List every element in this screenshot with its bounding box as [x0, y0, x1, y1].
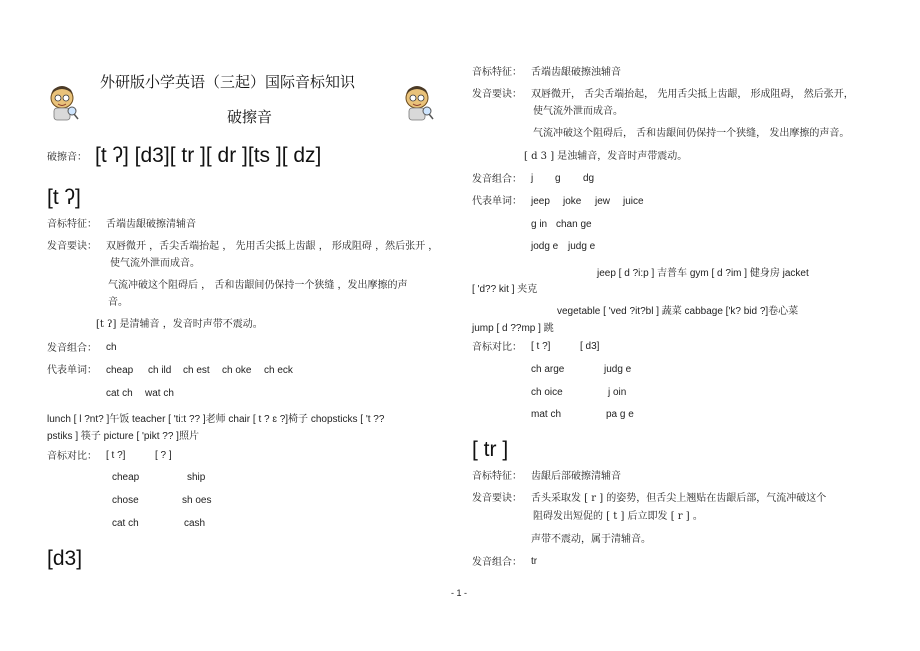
section-heading-dz: [d3] — [47, 547, 83, 570]
example-words: jeep [ d ?i:p ] 吉普车 gym [ d ?im ] 健身房 jacket — [597, 268, 809, 279]
voicing-note: [t ʔ] 是清辅音 ，发音时声带不震动。 — [96, 319, 263, 330]
combo-value: ch — [106, 342, 117, 353]
contrast-word: pa g e — [606, 409, 634, 420]
voicing-note: [ d 3 ] 是浊辅音，发音时声带震动。 — [524, 151, 688, 162]
contrast-word: j oin — [608, 387, 627, 398]
method-text: 双唇微开 ，舌尖舌端抬起 ， 先用舌尖抵上齿龈 ， 形成阻碍 ，然后张开 ， — [106, 241, 439, 252]
word-item: wat ch — [145, 388, 174, 399]
contrast-word: sh oes — [182, 495, 212, 506]
fricative-label: 破擦音： — [47, 152, 87, 163]
example-words: pstiks ] 筷子 picture [ 'pikt ?? ]照片 — [47, 431, 199, 442]
combo-value: g — [555, 173, 561, 184]
student-mascot-icon — [399, 84, 435, 124]
feature-value: 舌端齿龈破擦清辅音 — [106, 219, 196, 230]
contrast-label: 音标对比： — [47, 451, 97, 462]
word-item: cat ch — [106, 388, 133, 399]
method-text: 音。 — [108, 297, 128, 308]
contrast-word: chose — [112, 495, 139, 506]
contrast-word: cheap — [112, 472, 140, 483]
word-item: ch est — [183, 365, 210, 376]
method-text: 气流冲破这个阻碍后， 舌和齿龈间仍保持一个狭缝， 发出摩擦的声音。 — [533, 128, 850, 139]
combo-value: j — [531, 173, 534, 184]
words-label: 代表单词： — [472, 196, 522, 207]
combo-label: 发音组合： — [47, 343, 97, 354]
contrast-word: ship — [187, 472, 206, 483]
method-label: 发音要诀： — [47, 241, 97, 252]
word-item: ch oke — [222, 365, 252, 376]
contrast-word: ch arge — [531, 364, 565, 375]
word-item: ch eck — [264, 365, 293, 376]
feature-label: 音标特征： — [472, 67, 522, 78]
method-text: 双唇微开， 舌尖舌端抬起， 先用舌尖抵上齿龈， 形成阻碍， 然后张开， — [531, 89, 854, 100]
contrast-head: [ t ?] — [531, 341, 551, 352]
example-words: [ 'd?? kit ] 夹克 — [472, 284, 538, 295]
contrast-word: mat ch — [531, 409, 562, 420]
contrast-label: 音标对比： — [472, 342, 522, 353]
feature-value: 齿龈后部破擦清辅音 — [531, 471, 621, 482]
word-item: juice — [623, 196, 644, 207]
words-label: 代表单词： — [47, 365, 97, 376]
example-words: jump [ d ??mp ] 跳 — [472, 323, 554, 334]
feature-label: 音标特征： — [472, 471, 522, 482]
section-heading-tr: [ tr ] — [472, 438, 509, 461]
word-item: jodg e — [531, 241, 559, 252]
method-text: 使气流外泄而成音。 — [110, 258, 200, 269]
contrast-word: cat ch — [112, 518, 139, 529]
word-item: cheap — [106, 365, 134, 376]
combo-label: 发音组合： — [472, 174, 522, 185]
word-item: g in — [531, 219, 548, 230]
feature-value: 舌端齿龈破擦浊辅音 — [531, 67, 621, 78]
section-heading-tsh: [t ʔ] — [47, 186, 81, 209]
method-text: 声带不震动，属于清辅音。 — [531, 534, 651, 545]
page-subtitle: 破擦音 — [227, 108, 273, 126]
word-item: chan ge — [556, 219, 592, 230]
contrast-head: [ t ?] — [106, 450, 126, 461]
word-item: joke — [563, 196, 582, 207]
student-mascot-icon — [44, 84, 80, 124]
page-number: - 1 - — [451, 588, 468, 598]
method-text: 使气流外泄而成音。 — [533, 106, 623, 117]
word-item: ch ild — [148, 365, 172, 376]
fricative-symbols: [t ʔ] [d3][ tr ][ dr ][ts ][ dz] — [95, 144, 322, 167]
word-item: jew — [595, 196, 611, 207]
combo-value: dg — [583, 173, 595, 184]
page-title: 外研版小学英语（三起）国际音标知识 — [100, 73, 356, 91]
method-text: 阻碍发出短促的 [ t ] 后立即发 [ r ] 。 — [533, 511, 703, 522]
combo-value: tr — [531, 556, 538, 567]
contrast-head: [ ? ] — [155, 450, 172, 461]
example-words: lunch [ l ?nt? ]午饭 teacher [ 'ti:t ?? ]老师 chair [ t ? ɛ ?]椅子 chopsticks [ 't ?? — [47, 414, 385, 425]
contrast-word: judg e — [604, 364, 632, 375]
contrast-word: ch oice — [531, 387, 563, 398]
method-text: 气流冲破这个阻碍后 ， 舌和齿龈间仍保持一个狭缝 ，发出摩擦的声 — [108, 280, 408, 291]
contrast-word: cash — [184, 518, 206, 529]
example-words: vegetable [ 'ved ?it?bl ] 蔬菜 cabbage ['k? bid ?]卷心菜 — [557, 306, 799, 317]
feature-label: 音标特征： — [47, 219, 97, 230]
method-label: 发音要诀： — [472, 89, 522, 100]
contrast-head: [ d3] — [580, 341, 600, 352]
combo-label: 发音组合： — [472, 557, 522, 568]
method-text: 舌头采取发 [ r ] 的姿势，但舌尖上翘贴在齿龈后部，气流冲破这个 — [531, 493, 827, 504]
word-item: jeep — [531, 196, 550, 207]
method-label: 发音要诀： — [472, 493, 522, 504]
word-item: judg e — [568, 241, 596, 252]
